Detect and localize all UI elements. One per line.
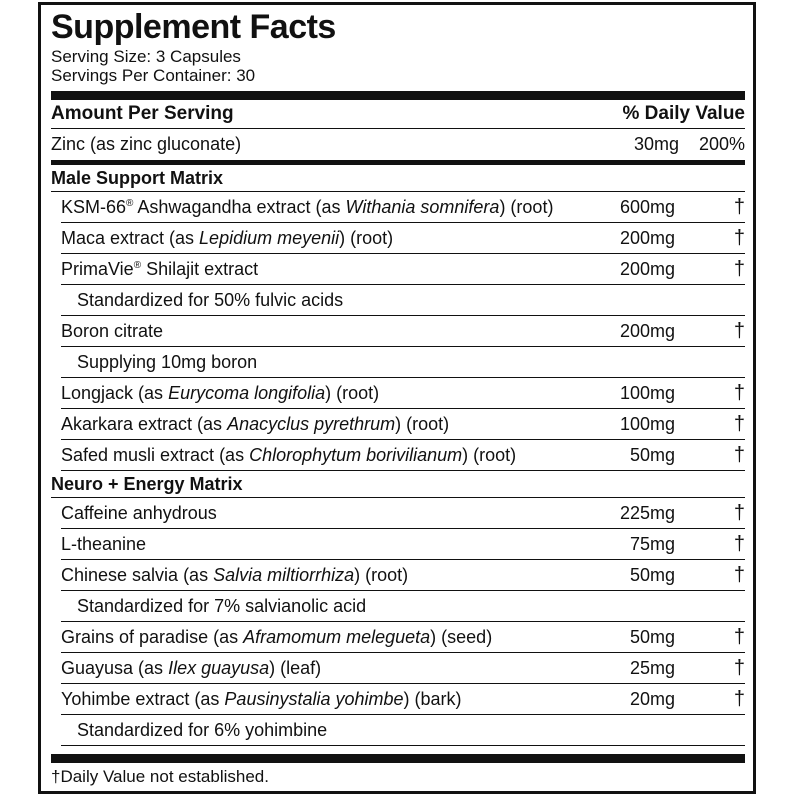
amount-per-serving-label: Amount Per Serving <box>51 103 234 124</box>
dagger-mark: † <box>733 443 745 466</box>
dagger-mark: † <box>733 381 745 404</box>
ingredient-name: Longjack (as Eurycoma longifolia) (root) <box>61 382 380 403</box>
panel-title: Supplement Facts <box>51 8 336 46</box>
section-title: Neuro + Energy Matrix <box>51 471 745 498</box>
dagger-mark: † <box>733 625 745 648</box>
servings-per-container: Servings Per Container: 30 <box>51 66 256 85</box>
column-header <box>51 100 745 129</box>
dagger-mark: † <box>733 412 745 435</box>
ingredient-row <box>61 409 745 440</box>
ingredient-amount: 200mg <box>619 258 675 279</box>
ingredient-name: Guayusa (as Ilex guayusa) (leaf) <box>61 657 322 678</box>
ingredient-row <box>61 316 745 347</box>
ingredient-row <box>61 684 745 715</box>
section-title: Male Support Matrix <box>51 165 745 192</box>
ingredient-amount: 50mg <box>629 626 675 647</box>
ingredient-name: PrimaVie® Shilajit extract <box>61 258 259 279</box>
ingredient-row <box>61 378 745 409</box>
dagger-mark: † <box>733 195 745 218</box>
latin-name: Withania somnifera <box>345 196 500 217</box>
latin-name: Pausinystalia yohimbe <box>224 688 404 709</box>
ingredient-name: Standardized for 50% fulvic acids <box>77 289 344 310</box>
ingredient-name: Caffeine anhydrous <box>61 502 217 523</box>
ingredient-name: Supplying 10mg boron <box>77 351 258 372</box>
ingredient-row <box>61 498 745 529</box>
ingredient-row <box>61 440 745 471</box>
ingredient-name: Yohimbe extract (as Pausinystalia yohimbe) (bark) <box>61 688 462 709</box>
zinc-row <box>51 129 745 160</box>
ingredient-amount: 200mg <box>619 227 675 248</box>
latin-name: Anacyclus pyrethrum <box>227 413 396 434</box>
dagger-mark: † <box>733 532 745 555</box>
latin-name: Eurycoma longifolia <box>168 382 326 403</box>
ingredient-row <box>61 254 745 285</box>
ingredient-note-row <box>61 347 745 378</box>
dagger-mark: † <box>733 226 745 249</box>
ingredient-row <box>61 653 745 684</box>
dagger-mark: † <box>733 563 745 586</box>
serving-size: Serving Size: 3 Capsules <box>51 47 241 66</box>
dagger-mark: † <box>733 501 745 524</box>
ingredient-amount: 100mg <box>619 413 675 434</box>
ingredient-name: Grains of paradise (as Aframomum melegueta) (seed) <box>61 626 493 647</box>
ingredient-sections <box>51 165 745 746</box>
ingredient-row <box>61 223 745 254</box>
supplement-facts-panel <box>38 2 756 794</box>
registered-mark: ® <box>126 197 134 209</box>
ingredient-amount: 600mg <box>619 196 675 217</box>
ingredient-name: Maca extract (as Lepidium meyenii) (root) <box>61 227 394 248</box>
ingredient-name: KSM-66® Ashwagandha extract (as Withania somnifera) (root) <box>61 196 554 217</box>
ingredient-amount: 75mg <box>629 533 675 554</box>
ingredient-name: Boron citrate <box>61 320 164 341</box>
thick-divider <box>51 91 745 100</box>
latin-name: Aframomum melegueta <box>243 626 431 647</box>
latin-name: Salvia miltiorrhiza <box>213 564 355 585</box>
ingredient-amount: 200mg <box>619 320 675 341</box>
daily-value-label: % Daily Value <box>622 103 745 124</box>
ingredient-note-row <box>61 591 745 622</box>
zinc-name: Zinc (as zinc gluconate) <box>51 134 242 154</box>
ingredient-name: Chinese salvia (as Salvia miltiorrhiza) (root) <box>61 564 409 585</box>
dagger-mark: † <box>733 257 745 280</box>
ingredient-name: Standardized for 6% yohimbine <box>77 719 328 740</box>
ingredient-amount: 50mg <box>629 564 675 585</box>
latin-name: Chlorophytum borivilianum <box>249 444 463 465</box>
dagger-mark: † <box>733 656 745 679</box>
bottom-thick-divider <box>51 754 745 763</box>
dagger-mark: † <box>733 687 745 710</box>
ingredient-name: Akarkara extract (as Anacyclus pyrethrum) (root) <box>61 413 450 434</box>
ingredient-amount: 20mg <box>629 688 675 709</box>
ingredient-name: Standardized for 7% salvianolic acid <box>77 595 367 616</box>
zinc-daily-value: 200% <box>698 134 745 154</box>
ingredient-row <box>61 560 745 591</box>
footnote: †Daily Value not established. <box>51 767 269 786</box>
ingredient-name: L-theanine <box>61 533 147 554</box>
ingredient-amount: 225mg <box>619 502 675 523</box>
ingredient-row <box>61 192 745 223</box>
ingredient-amount: 50mg <box>629 444 675 465</box>
ingredient-amount: 25mg <box>629 657 675 678</box>
latin-name: Ilex guayusa <box>168 657 270 678</box>
ingredient-note-row <box>61 285 745 316</box>
zinc-amount: 30mg <box>633 134 679 154</box>
ingredient-row <box>61 529 745 560</box>
latin-name: Lepidium meyenii <box>199 227 340 248</box>
ingredient-name: Safed musli extract (as Chlorophytum borivilianum) (root) <box>61 444 517 465</box>
ingredient-row <box>61 622 745 653</box>
registered-mark: ® <box>133 259 142 271</box>
ingredient-amount: 100mg <box>619 382 675 403</box>
dagger-mark: † <box>733 319 745 342</box>
ingredient-note-row <box>61 715 745 746</box>
